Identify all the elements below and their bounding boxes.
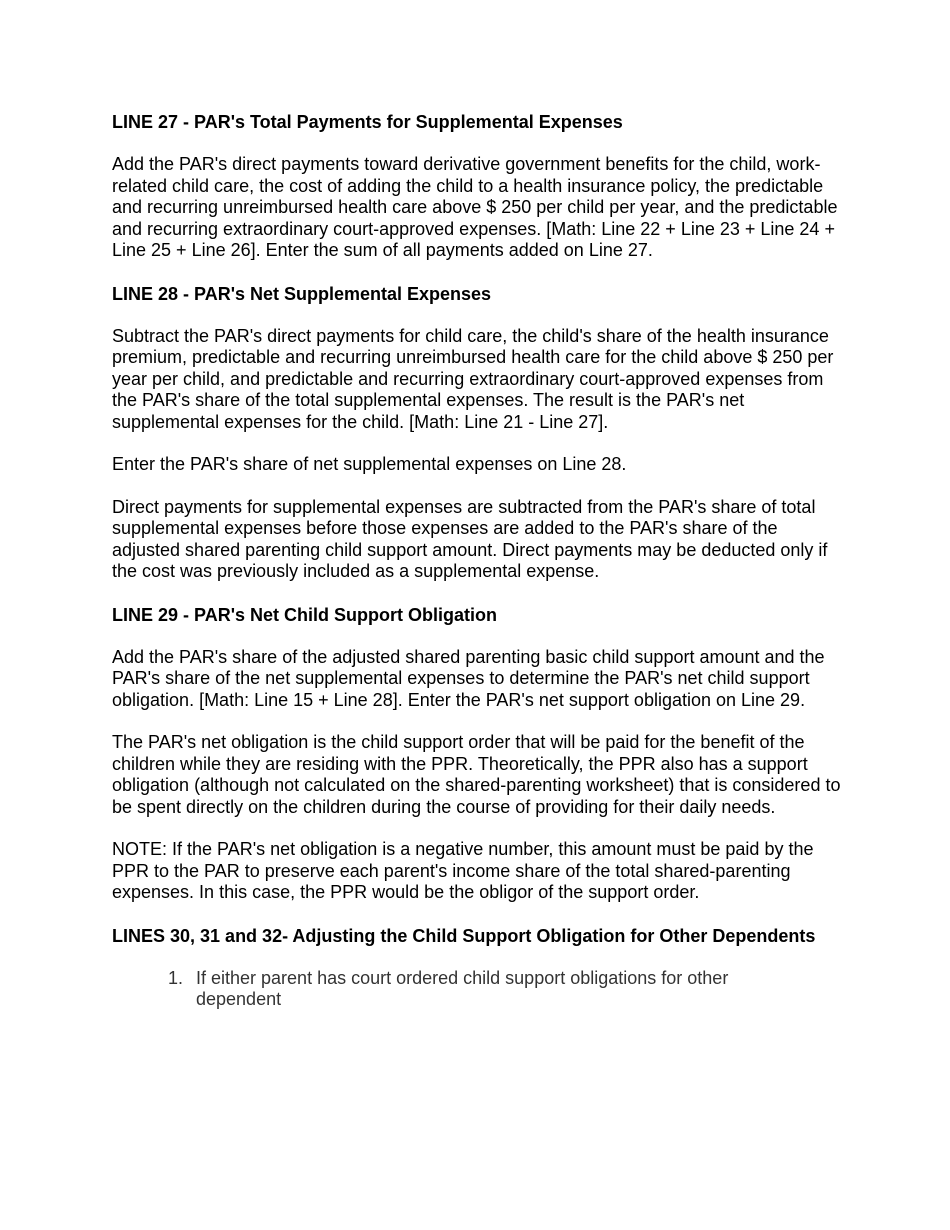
line29-heading: LINE 29 - PAR's Net Child Support Obligation (112, 604, 497, 625)
list-item-text: If either parent has court ordered child support obligations for other dependent (196, 967, 729, 1009)
lines30-32-heading: LINES 30, 31 and 32- Adjusting the Child Support Obligation for Other Dependents (112, 925, 816, 946)
line28-paragraph-3: Direct payments for supplemental expenses are subtracted from the PAR's share of total supplemental expenses before those expenses are added to the PAR's share of the adjusted shared parenting child support amount. Direct payments may be deducted only if the cost was previously included as a supplemental expense. (112, 496, 828, 581)
line29-paragraph-1: Add the PAR's share of the adjusted shared parenting basic child support amount and the PAR's share of the net supplemental expenses to determine the PAR's net child support obligation. [Math: Line 15 + Line 28]. Enter the PAR's net support obligation on Line 29. (112, 646, 825, 710)
numbered-list (112, 968, 850, 1011)
list-item-number: 1. (168, 967, 184, 988)
line28-heading: LINE 28 - PAR's Net Supplemental Expenses (112, 283, 492, 304)
line28-paragraph-1: Subtract the PAR's direct payments for child care, the child's share of the health insurance premium, predictable and recurring unreimbursed health care for the child above $ 250 per year per child, and predictable and recurring extraordinary court-approved expenses from the PAR's share of the total supplemental expenses. The result is the PAR's net supplemental expenses for the child. [Math: Line 21 - Line 27]. (112, 325, 834, 432)
line29-note: NOTE: If the PAR's net obligation is a negative number, this amount must be paid by the PPR to the PAR to preserve each parent's income share of the total shared-parenting expenses. In this case, the PPR would be the obligor of the support order. (112, 839, 814, 902)
line27-heading: LINE 27 - PAR's Total Payments for Supplemental Expenses (112, 112, 623, 132)
line29-paragraph-2: The PAR's net obligation is the child support order that will be paid for the benefit of the children while they are residing with the PPR. Theoretically, the PPR also has a support obligation (although not calculated on the shared-parenting worksheet) that is considered to be spent directly on the children during the course of providing for their daily needs. (112, 732, 841, 817)
line27-paragraph: Add the PAR's direct payments toward derivative government benefits for the child, work-related child care, the cost of adding the child to a health insurance policy, the predictable and recurring unreimbursed health care above $ 250 per child per year, and the predictable and recurring extraordinary court-approved expenses. [Math: Line 22 + Line 23 + Line 24 + Line 25 + Line 26]. Enter the sum of all payments added on Line 27. (112, 154, 838, 260)
list-item (112, 968, 850, 1011)
line28-paragraph-2: Enter the PAR's share of net supplemental expenses on Line 28. (112, 454, 627, 474)
